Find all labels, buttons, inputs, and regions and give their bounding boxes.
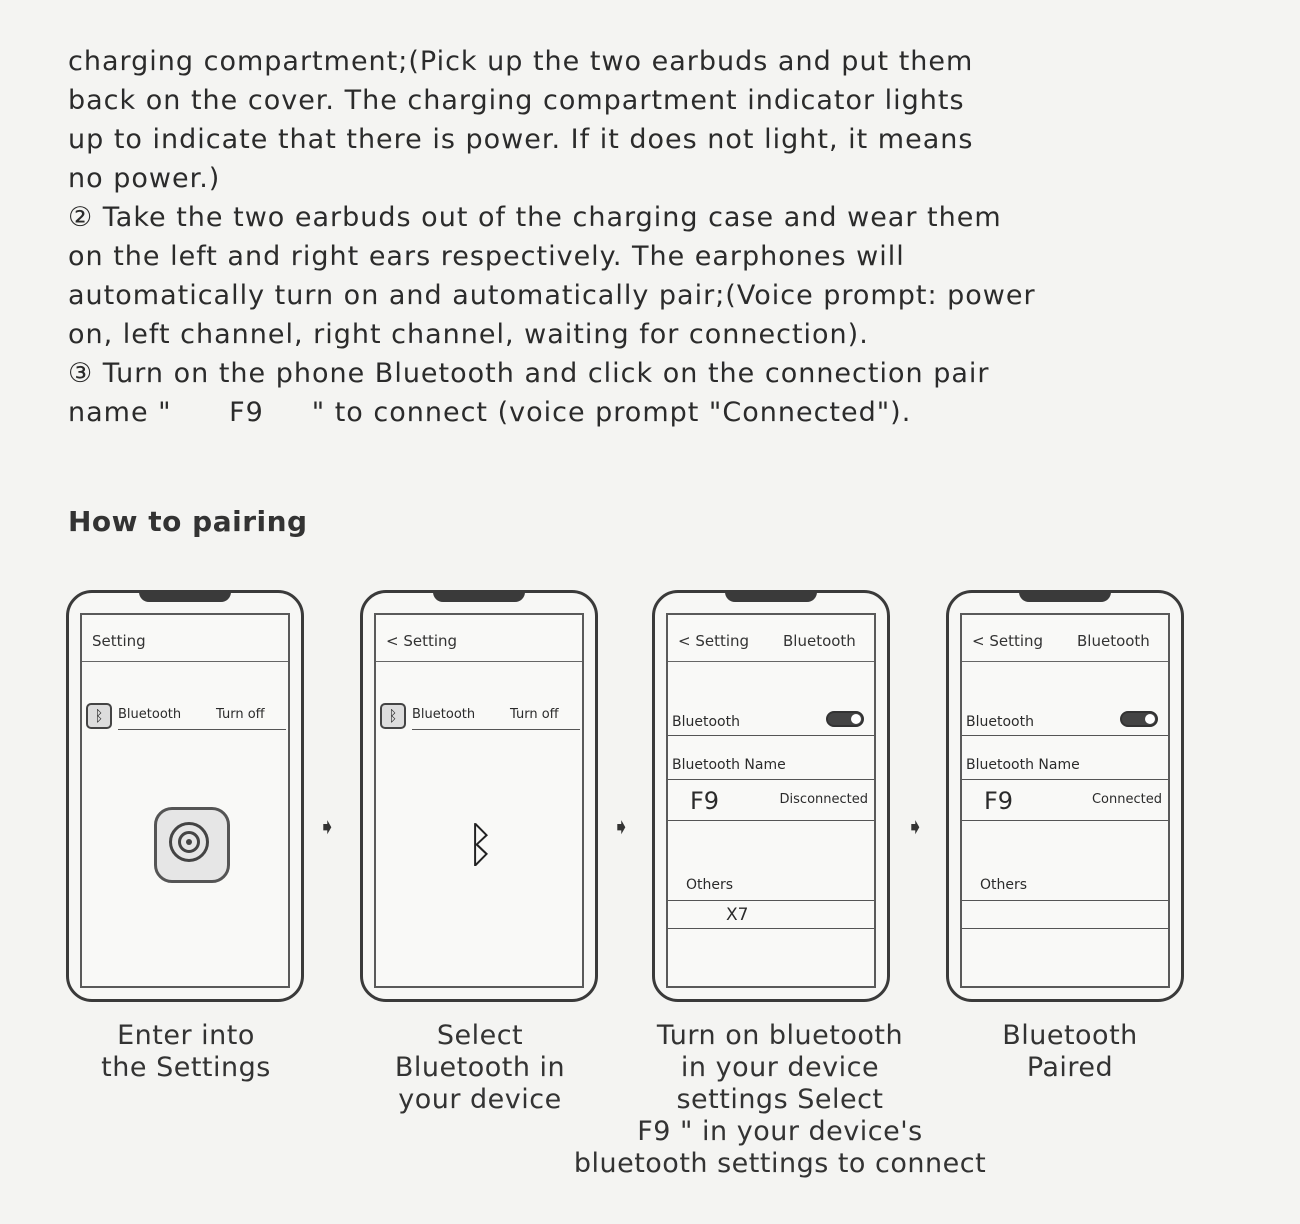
caption-line: Turn on bluetooth [656,1020,904,1051]
caption-line: Select [436,1020,524,1051]
bluetooth-row[interactable] [380,703,580,729]
intro-paragraph [68,42,1218,432]
caption-line: Bluetooth in [394,1052,566,1083]
intro-line: ③ Turn on the phone Bluetooth and click on the connection pair [68,358,990,389]
caption-step-4 [945,1020,1195,1084]
phone-screen [374,613,584,988]
screen-header: < Setting [386,632,458,650]
phone-select-bluetooth [360,590,598,1002]
row-divider [962,928,1168,929]
phone-screen [80,613,290,988]
phone-bluetooth-list [652,590,890,1002]
bluetooth-large-icon: ᛒ [466,817,495,873]
row-divider [668,820,874,821]
caption-step-1 [66,1020,306,1084]
phone-settings [66,590,304,1002]
section-heading: How to pairing [68,505,308,538]
screen-header [678,632,856,650]
caption-line: F9 " in your device's [637,1116,923,1147]
caption-line: in your device [680,1052,880,1083]
phone-notch [139,590,231,602]
intro-line: charging compartment;(Pick up the two earbuds and put them [68,46,974,77]
row-divider [962,779,1168,780]
header-divider [82,661,288,662]
device-status: Disconnected [779,792,868,807]
bluetooth-toggle[interactable] [826,711,864,727]
settings-gear-icon[interactable] [154,807,230,883]
bluetooth-row[interactable] [86,703,286,729]
row-divider [412,729,580,730]
bluetooth-icon: ᛒ [380,703,406,729]
arrow-right-icon: ➧ [906,815,925,840]
row-divider [962,820,1168,821]
arrow-right-icon: ➧ [318,815,337,840]
row-divider [668,779,874,780]
header-divider [668,661,874,662]
bluetooth-label: Bluetooth [412,707,476,722]
device-status: Connected [1091,792,1162,807]
caption-line: settings Select [676,1084,884,1115]
device-x7[interactable]: X7 [726,905,749,925]
intro-line: automatically turn on and automatically pair;(Voice prompt: power [68,280,1036,311]
caption-line: the Settings [101,1052,271,1083]
header-divider [376,661,582,662]
bluetooth-icon: ᛒ [86,703,112,729]
arrow-right-icon: ➧ [612,815,631,840]
intro-line: up to indicate that there is power. If it does not light, it means [68,124,974,155]
intro-line: no power.) [68,163,221,194]
phone-screen [666,613,876,988]
screen-title: Bluetooth [783,632,856,650]
row-divider [118,729,286,730]
intro-line: back on the cover. The charging compartment indicator lights [68,85,965,116]
phone-notch [433,590,525,602]
device-f9[interactable]: F9 [984,787,1014,815]
bluetooth-state: Turn off [510,707,559,722]
caption-line: Paired [1026,1052,1114,1083]
bluetooth-toggle-label: Bluetooth [672,714,740,730]
screen-header: Setting [92,632,146,650]
caption-line: Bluetooth [1002,1020,1138,1051]
bluetooth-name-label: Bluetooth Name [966,757,1080,773]
phone-paired [946,590,1184,1002]
intro-line: name " F9 " to connect (voice prompt "Connected"). [68,397,912,428]
back-setting-link[interactable]: < Setting [972,632,1044,650]
caption-line: bluetooth settings to connect [573,1148,987,1179]
screen-header [972,632,1150,650]
back-setting-link[interactable]: < Setting [678,632,750,650]
caption-line: your device [398,1084,562,1115]
bluetooth-toggle[interactable] [1120,711,1158,727]
caption-line: Enter into [117,1020,255,1051]
row-divider [962,900,1168,901]
header-divider [962,661,1168,662]
device-f9[interactable]: F9 [690,787,720,815]
phone-screen [960,613,1170,988]
row-divider [962,735,1168,736]
intro-line: on the left and right ears respectively. The earphones will [68,241,905,272]
bluetooth-name-label: Bluetooth Name [672,757,786,773]
others-label: Others [686,877,734,893]
row-divider [668,735,874,736]
row-divider [668,928,874,929]
screen-title: Bluetooth [1077,632,1150,650]
phone-notch [1019,590,1111,602]
bluetooth-state: Turn off [216,707,265,722]
bluetooth-label: Bluetooth [118,707,182,722]
bluetooth-toggle-label: Bluetooth [966,714,1034,730]
phone-notch [725,590,817,602]
intro-line: ② Take the two earbuds out of the charging case and wear them [68,202,1002,233]
intro-line: on, left channel, right channel, waiting for connection). [68,319,869,350]
row-divider [668,900,874,901]
others-label: Others [980,877,1028,893]
